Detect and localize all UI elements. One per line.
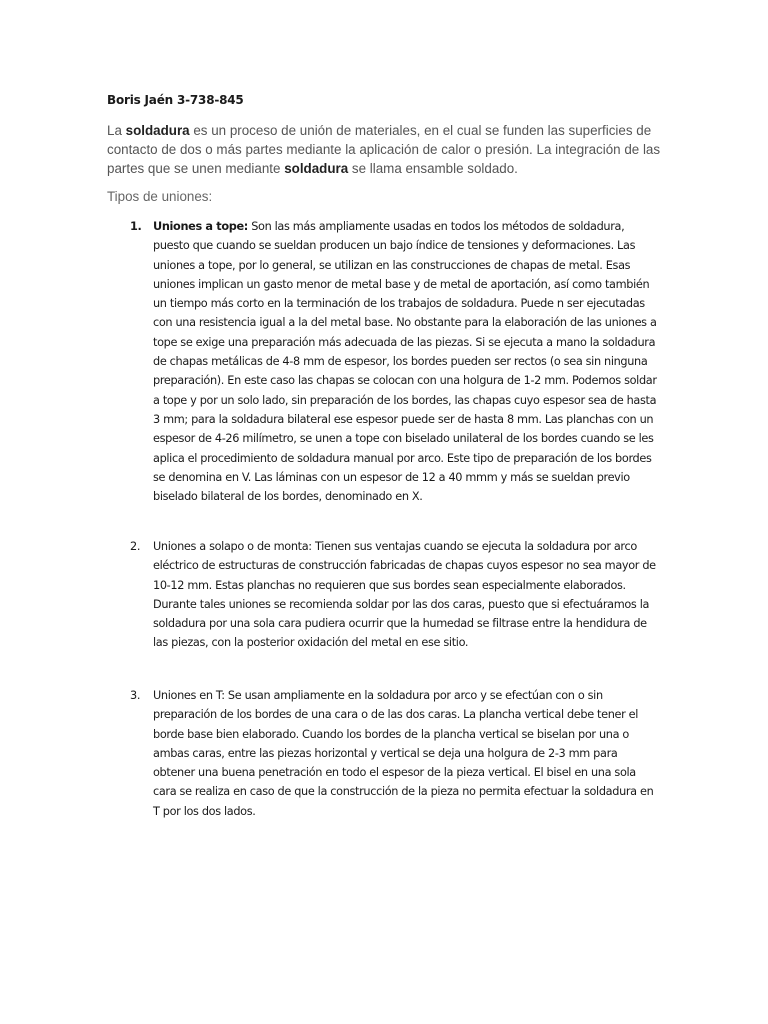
list-item-body	[153, 686, 660, 821]
list-item-butt-joints	[130, 217, 660, 506]
intro-bold-1: soldadura	[125, 123, 190, 138]
list-item-body	[153, 537, 660, 653]
intro-text-3: se llama ensamble soldado.	[348, 161, 518, 176]
list-item-title: Uniones a solapo o de monta:	[153, 540, 312, 553]
list-item-number: 2.	[130, 540, 141, 553]
list-item-text: Se usan ampliamente en la soldadura por arco y se efectúan con o sin preparación de los bordes de una cara o de las dos caras. La plancha vertical debe tener el borde base bien elaborado. Cuando los bordes de la plancha vertical se biselan por una o ambas caras, entre las piezas horizontal y vertical se deja una holgura de 2-3 mm para obtener una buena penetración en todo el espesor de la pieza vertical. El bisel en una sola cara se realiza en caso de que la construcción de la pieza no permita efectuar la soldadura en T por los dos lados.	[153, 689, 654, 818]
list-item-t-joints	[130, 686, 660, 821]
intro-text-2: es un proceso de unión de materiales, en el cual se funden las superficies de contacto de dos o más partes mediante la aplicación de calor o presión. La integración de las partes que se unen mediante	[107, 123, 661, 176]
intro-paragraph	[107, 121, 667, 178]
list-item-title: Uniones en T:	[153, 689, 225, 702]
intro-text-1: La	[107, 123, 126, 138]
list-item-text: Tienen sus ventajas cuando se ejecuta la soldadura por arco eléctrico de estructuras de construcción fabricadas de chapas cuyos espesor no sea mayor de 10-12 mm. Estas planchas no requieren que sus bordes sean especialmente elaborados. Durante tales uniones se recomienda soldar por las dos caras, puesto que si efectuáramos la soldadura por una sola cara pudiera ocurrir que la humedad se filtrase entre la hendidura de las piezas, con la posterior oxidación del metal en ese sitio.	[153, 540, 656, 650]
list-item-text: Son las más ampliamente usadas en todos los métodos de soldadura, puesto que cuando se sueldan producen un bajo índice de tensiones y deformaciones. Las uniones a tope, por lo general, se utilizan en las construcciones de chapas de metal. Esas uniones implican un gasto menor de metal base y de metal de aportación, así como también un tiempo más corto en la terminación de los trabajos de soldadura. Puede n ser ejecutadas con una resistencia igual a la del metal base. No obstante para la elaboración de las uniones a tope se exige una preparación más adecuada de las piezas. Si se ejecuta a mano la soldadura de chapas metálicas de 4-8 mm de espesor, los bordes pueden ser rectos (o sea sin ninguna preparación). En este caso las chapas se colocan con una holgura de 1-2 mm. Podemos soldar a tope y por un solo lado, sin preparación de los bordes, las chapas cuyo espesor sea de hasta 3 mm; para la soldadura bilateral ese espesor puede ser de hasta 8 mm. Las planchas con un espesor de 4-26 milímetro, se unen a tope con biselado unilateral de los bordes cuando se les aplica el procedimiento de soldadura manual por arco. Este tipo de preparación de los bordes se denomina en V. Las láminas con un espesor de 12 a 40 mmm y más se sueldan previo biselado bilateral de los bordes, denominado en X.	[153, 220, 657, 504]
list-item-title: Uniones a tope:	[153, 220, 248, 233]
list-item-body	[153, 217, 660, 506]
list-item-number: 1.	[130, 220, 142, 233]
list-item-number: 3.	[130, 689, 141, 702]
intro-bold-2: soldadura	[284, 161, 349, 176]
list-item-lap-joints	[130, 537, 660, 653]
author-line: Boris Jaén 3-738-845	[107, 93, 244, 107]
types-heading: Tipos de uniones:	[107, 189, 213, 204]
